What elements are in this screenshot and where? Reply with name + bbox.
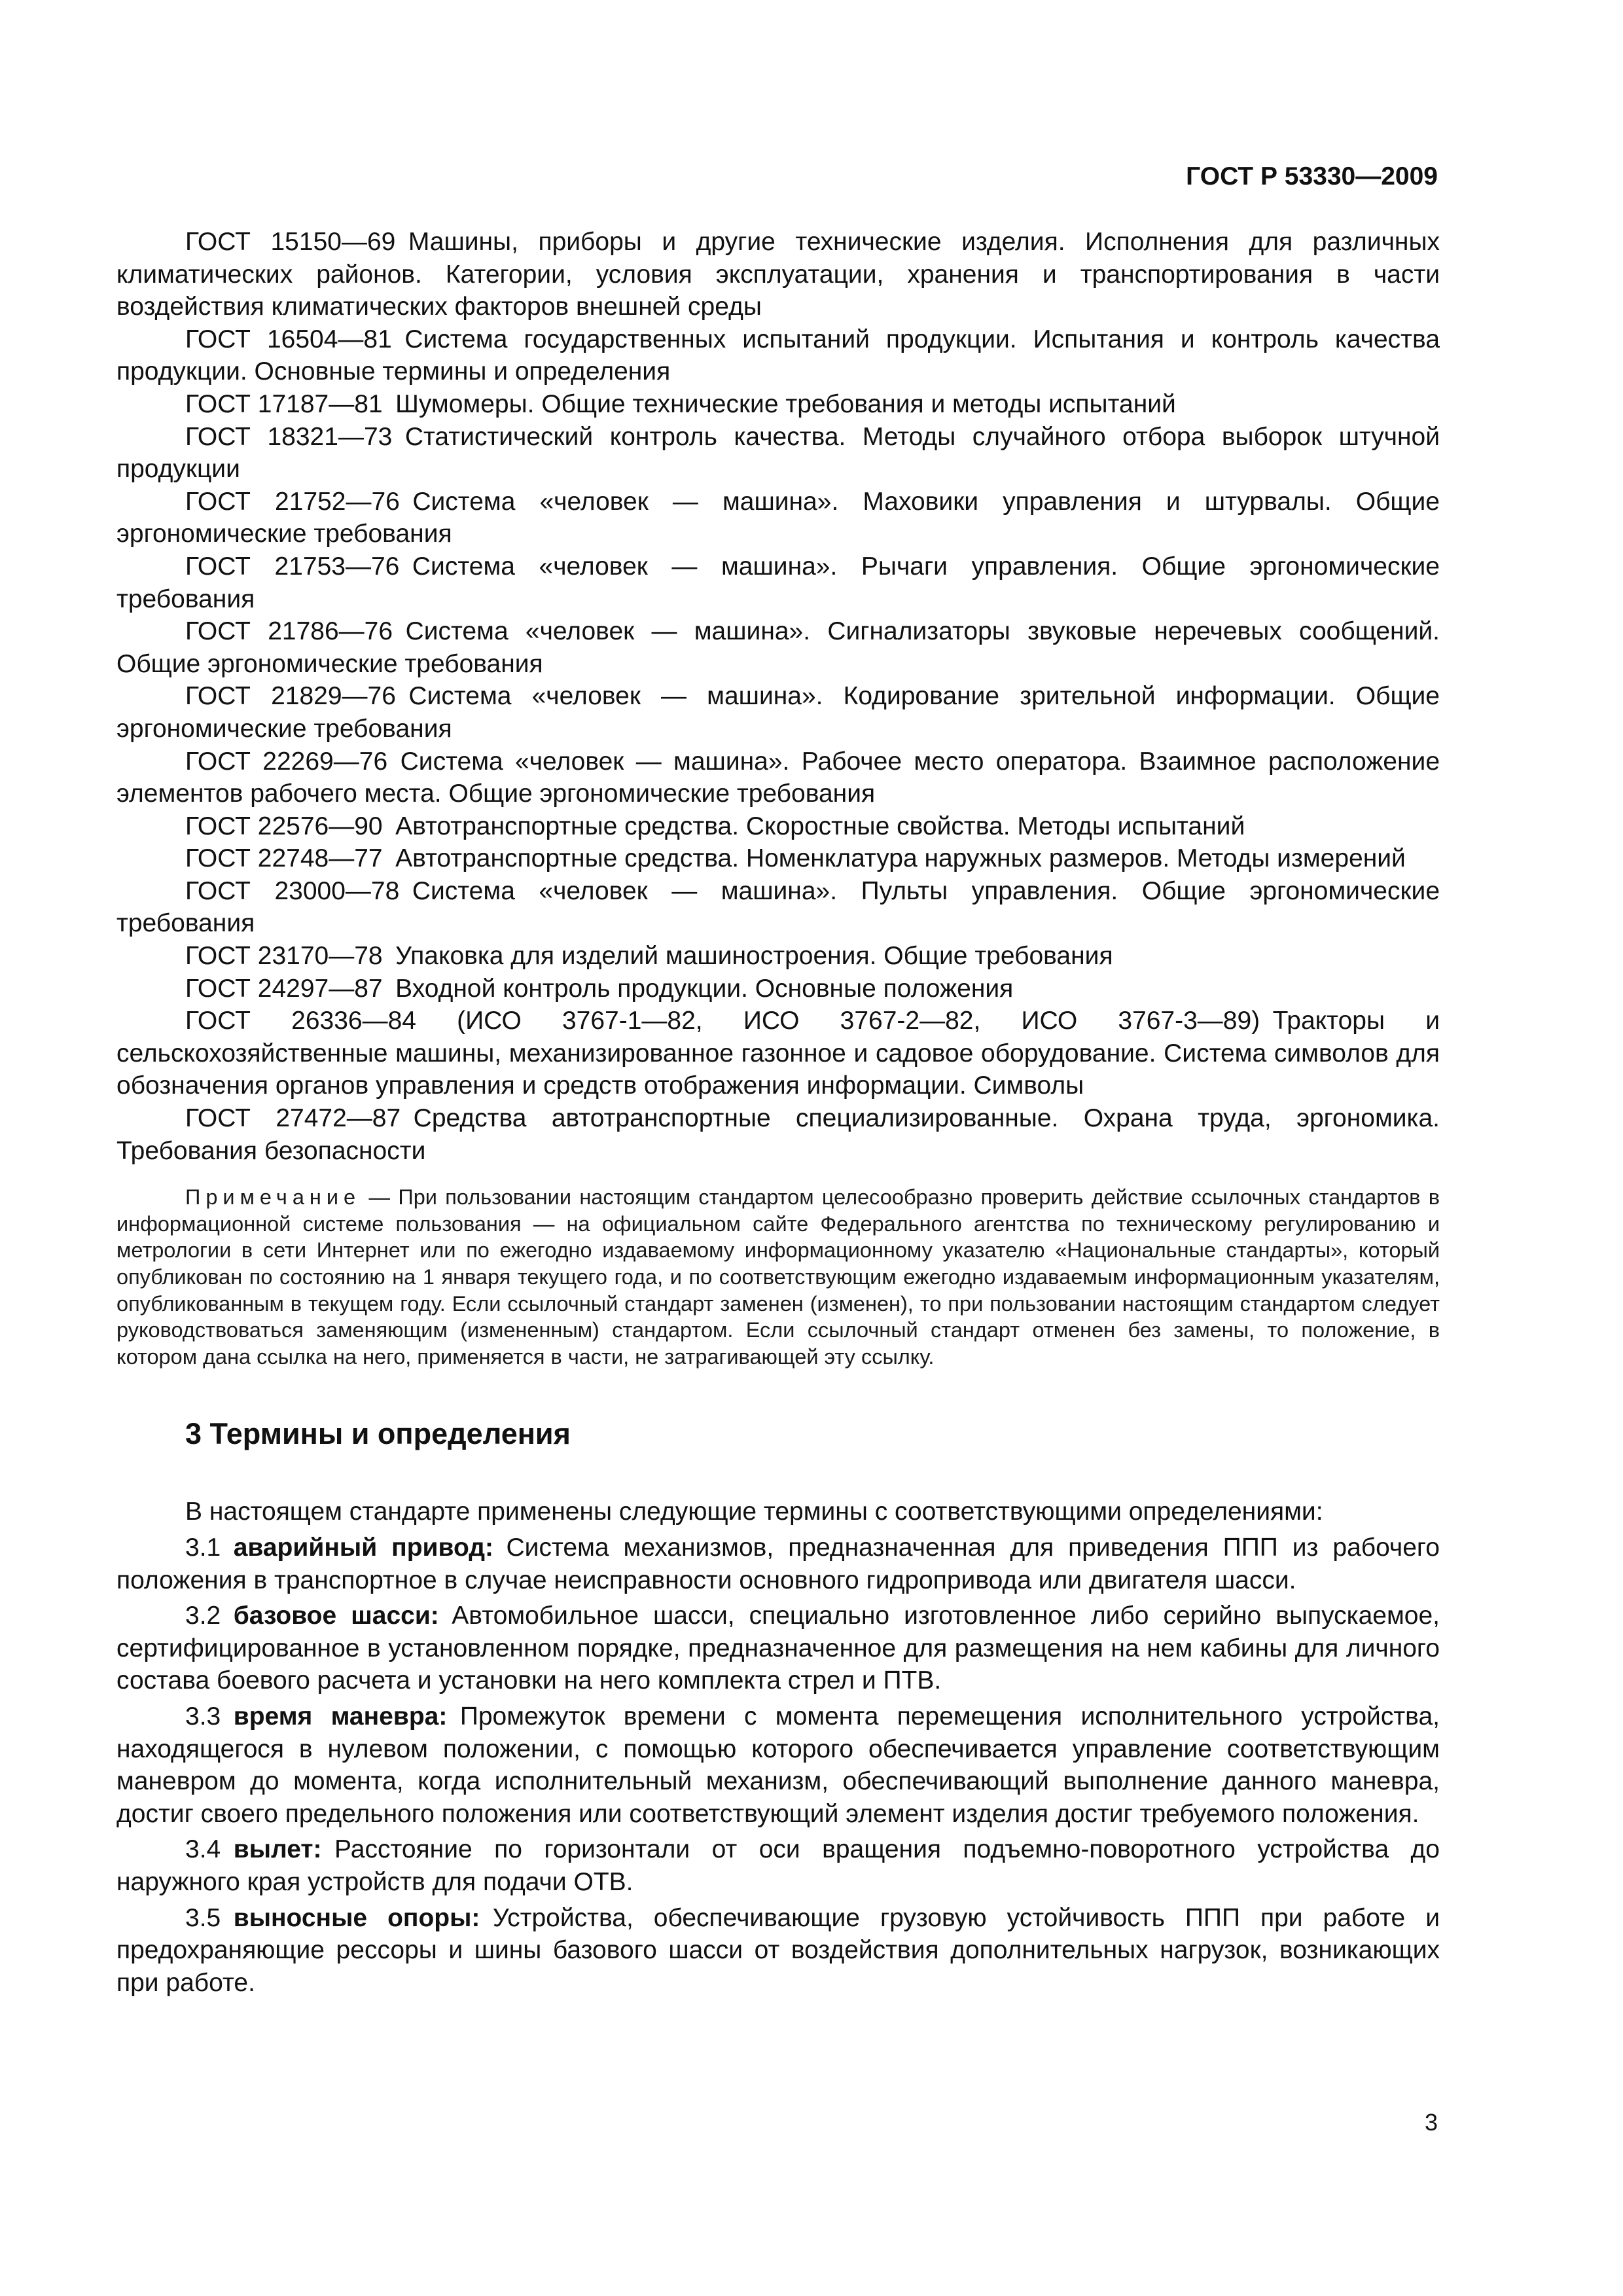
reference-item [116,1102,1440,1167]
note-label: Примечание [185,1185,361,1210]
reference-item [116,421,1440,486]
term-number: 3.2 [185,1602,221,1630]
term-definition [116,1700,1440,1830]
reference-code: ГОСТ 21752—76 [185,487,400,516]
reference-title: Тракторы и сельскохозяйственные машины, механизированное газонное и садовое оборудование. Система символов для обозначения органов управления и средств отображения информации. Символы [116,1007,1440,1100]
reference-title: Машины, приборы и другие технические изделия. Исполнения для различных климатических районов. Категории, условия эксплуатации, хранения и транспортирования в части воздействия климатических факторов внешней среды [116,228,1440,321]
term-name: базовое шасси: [233,1602,439,1630]
note-text: — При пользовании настоящим стандартом целесообразно проверить действие ссылочных стандартов в информационной системе пользования — на официальном сайте Федерального агентства по техническому регулированию и метрологии в сети Интернет или по ежегодно издаваемому информационному указателю «Национальные стандарты», который опубликован по состоянию на 1 января текущего года, и по соответствующим ежегодно издаваемым информационным указателям, опубликованным в текущем году. Если ссылочный стандарт заменен (изменен), то при пользовании настоящим стандартом следует руководствоваться заменяющим (измененным) стандартом. Если ссылочный стандарт отменен без замены, то положение, в котором дана ссылка на него, применяется в части, не затрагивающей эту ссылку. [116,1185,1440,1369]
document-id-header: ГОСТ Р 53330—2009 [1186,162,1438,190]
section-intro: В настоящем стандарте применены следующие термины с соответствующими определениями: [185,1498,1323,1526]
reference-title: Средства автотранспортные специализированные. Охрана труда, эргономика. Требования безопасности [116,1104,1440,1165]
reference-title: Система «человек — машина». Маховики управления и штурвалы. Общие эргономические требования [116,487,1440,548]
reference-item [116,875,1440,940]
term-definition [116,1600,1440,1697]
reference-title: Система «человек — машина». Рычаги управления. Общие эргономические требования [116,552,1440,613]
reference-code: ГОСТ 18321—73 [185,422,393,451]
term-number: 3.4 [185,1835,221,1864]
reference-item [116,745,1440,810]
reference-title: Система «человек — машина». Кодирование зрительной информации. Общие эргономические требования [116,682,1440,743]
reference-title: Входной контроль продукции. Основные положения [395,974,1014,1003]
reference-title: Система «человек — машина». Рабочее место оператора. Взаимное расположение элементов рабочего места. Общие эргономические требования [116,747,1440,808]
note-paragraph [116,1184,1440,1370]
reference-code: ГОСТ 17187—81 [185,389,383,418]
reference-item [116,226,1440,323]
page-content [116,226,1440,1999]
reference-item [116,323,1440,388]
term-definition [116,1833,1440,1898]
reference-code: ГОСТ 27472—87 [185,1104,401,1133]
reference-title: Система государственных испытаний продукции. Испытания и контроль качества продукции. Основные термины и определения [116,325,1440,386]
reference-code: ГОСТ 22576—90 [185,812,383,840]
reference-code: ГОСТ 21753—76 [185,552,400,581]
term-number: 3.5 [185,1903,221,1932]
reference-title: Шумомеры. Общие технические требования и методы испытаний [395,389,1176,418]
reference-item [116,388,1440,421]
term-text: Промежуток времени с момента перемещения исполнительного устройства, находящегося в нулевом положении, с помощью которого обеспечивается управление соответствующим маневром до момента, когда исполнительный механизм, обеспечивающий выполнение данного маневра, достиг своего предельного положения или соответствующий элемент изделия достиг требуемого положения. [116,1702,1440,1828]
reference-code: ГОСТ 26336—84 (ИСО 3767-1—82, ИСО 3767-2—82, ИСО 3767-3—89) [185,1007,1260,1035]
term-text: Устройства, обеспечивающие грузовую устойчивость ППП при работе и предохраняющие рессоры и шины базового шасси от воздействия дополнительных нагрузок, возникающих при работе. [116,1903,1440,1997]
reference-code: ГОСТ 23000—78 [185,876,400,905]
term-text: Автомобильное шасси, специально изготовленное либо серийно выпускаемое, сертифицированное в установленном порядке, предназначенное для размещения на нем кабины для личного состава боевого расчета и установки на него комплекта стрел и ПТВ. [116,1602,1440,1695]
term-name: время маневра: [233,1702,448,1731]
reference-title: Упаковка для изделий машиностроения. Общие требования [395,942,1113,971]
term-definition [116,1532,1440,1596]
term-text: Расстояние по горизонтали от оси вращения подъемно-поворотного устройства до наружного края устройств для подачи ОТВ. [116,1835,1440,1896]
reference-title: Система «человек — машина». Пульты управления. Общие эргономические требования [116,876,1440,938]
reference-item [116,1005,1440,1102]
normative-references-list [116,226,1440,1167]
reference-code: ГОСТ 21829—76 [185,682,396,711]
term-name: вылет: [233,1835,322,1864]
reference-code: ГОСТ 15150—69 [185,228,396,256]
term-name: выносные опоры: [233,1903,480,1932]
reference-item [116,680,1440,745]
term-number: 3.1 [185,1533,221,1562]
reference-title: Автотранспортные средства. Скоростные свойства. Методы испытаний [395,812,1245,840]
reference-code: ГОСТ 16504—81 [185,325,392,353]
reference-code: ГОСТ 22748—77 [185,844,383,873]
reference-item [116,842,1440,875]
reference-item [116,550,1440,615]
term-definition [116,1902,1440,2000]
reference-title: Автотранспортные средства. Номенклатура наружных размеров. Методы измерений [395,844,1406,873]
terms-list [116,1532,1440,1999]
reference-code: ГОСТ 22269—76 [185,747,388,776]
page-number: 3 [1424,2109,1438,2136]
reference-item [116,973,1440,1005]
reference-code: ГОСТ 21786—76 [185,617,393,646]
reference-item [116,810,1440,843]
term-name: аварийный привод: [233,1533,494,1562]
reference-item [116,486,1440,550]
reference-code: ГОСТ 24297—87 [185,974,383,1003]
term-number: 3.3 [185,1702,221,1731]
reference-title: Система «человек — машина». Сигнализаторы звуковые неречевых сообщений. Общие эргономические требования [116,617,1440,678]
section-heading: 3 Термины и определения [185,1417,571,1451]
term-text: Система механизмов, предназначенная для приведения ППП из рабочего положения в транспортное в случае неисправности основного гидропривода или двигателя шасси. [116,1533,1440,1594]
reference-title: Статистический контроль качества. Методы случайного отбора выборок штучной продукции [116,422,1440,484]
reference-item [116,940,1440,973]
reference-item [116,615,1440,680]
reference-code: ГОСТ 23170—78 [185,942,383,971]
